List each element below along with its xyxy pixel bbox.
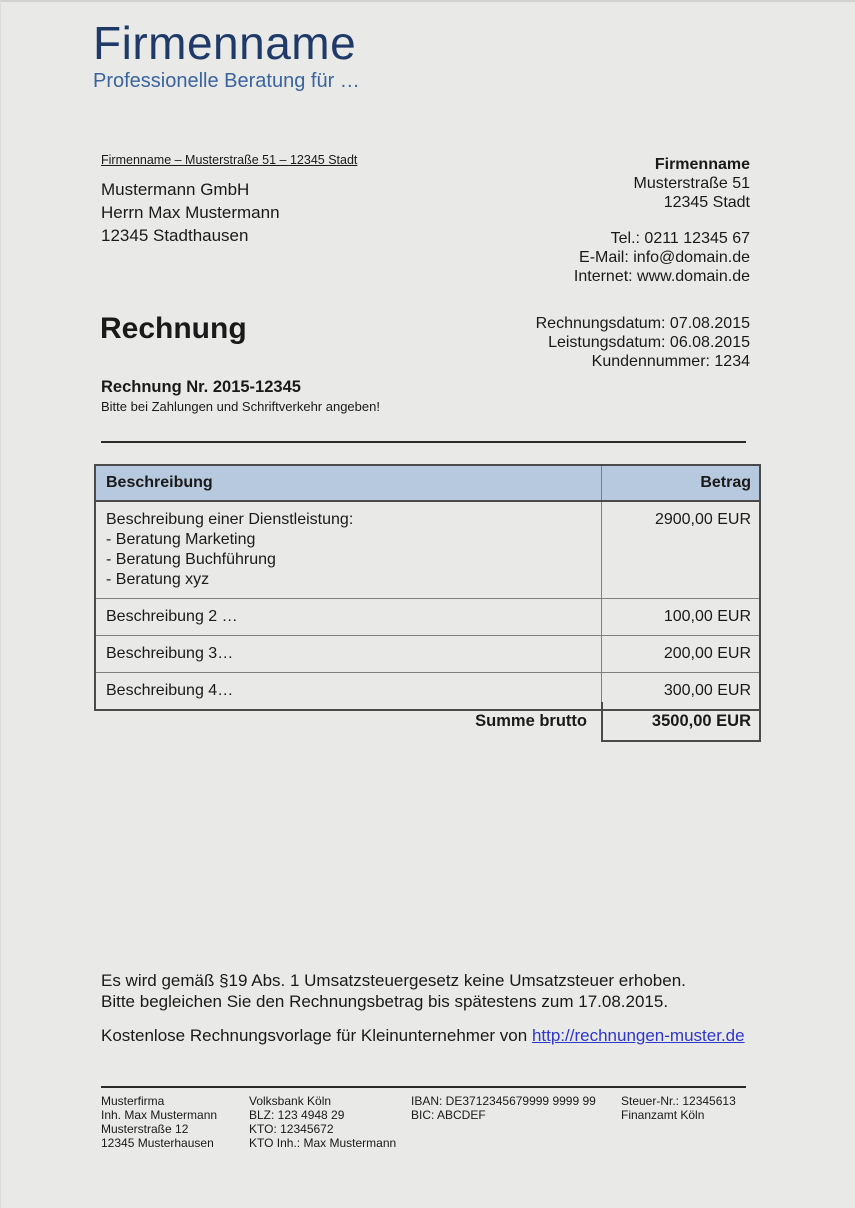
footer-line: Finanzamt Köln <box>621 1108 705 1122</box>
item-description <box>96 502 601 598</box>
item-description: Beschreibung 3… <box>106 645 234 662</box>
company-tagline: Professionelle Beratung für … <box>93 70 360 92</box>
header-amount: Betrag <box>601 466 759 500</box>
company-name: Firmenname <box>654 156 750 173</box>
service-date: Leistungsdatum: 06.08.2015 <box>548 334 750 351</box>
item-description-line: - Beratung Marketing <box>106 531 256 548</box>
company-tel: Tel.: 0211 12345 67 <box>610 230 750 247</box>
footer-iban-column <box>411 1094 621 1150</box>
footer-line: BIC: ABCDEF <box>411 1108 486 1122</box>
items-table <box>94 464 761 711</box>
item-description: Beschreibung 2 … <box>106 608 238 625</box>
footer-line: Inh. Max Mustermann <box>101 1108 218 1122</box>
table-row <box>96 599 759 636</box>
customer-number: Kundennummer: 1234 <box>591 353 750 370</box>
footer-line: 12345 Musterhausen <box>101 1136 214 1150</box>
footer-line: Musterstraße 12 <box>101 1122 189 1136</box>
recipient-city: 12345 Stadthausen <box>101 226 249 245</box>
table-row <box>96 636 759 673</box>
item-description-line: - Beratung xyz <box>106 571 210 588</box>
template-source-link[interactable]: http://rechnungen-muster.de <box>531 1026 745 1045</box>
tax-note-line: Es wird gemäß §19 Abs. 1 Umsatzsteuergesetz keine Umsatzsteuer erhoben. <box>101 971 686 990</box>
invoice-meta <box>536 314 750 371</box>
recipient-name: Mustermann GmbH <box>101 180 250 199</box>
promo-line <box>101 1026 745 1046</box>
footer-bank-column <box>249 1094 411 1150</box>
invoice-number: Rechnung Nr. 2015-12345 <box>101 378 301 396</box>
footer-line: Volksbank Köln <box>249 1094 332 1108</box>
promo-text: Kostenlose Rechnungsvorlage für Kleinunternehmer von <box>101 1026 532 1045</box>
footer-tax-column <box>621 1094 751 1150</box>
total-label: Summe brutto <box>475 712 587 730</box>
item-description-line: - Beratung Buchführung <box>106 551 276 568</box>
company-internet: Internet: www.domain.de <box>573 268 750 285</box>
payment-note-line: Bitte begleichen Sie den Rechnungsbetrag bis spätestens zum 17.08.2015. <box>101 992 669 1011</box>
header-description: Beschreibung <box>106 474 213 491</box>
invoice-date: Rechnungsdatum: 07.08.2015 <box>535 315 750 332</box>
footer-line: KTO Inh.: Max Mustermann <box>249 1136 397 1150</box>
total-row <box>94 702 761 742</box>
item-amount: 2900,00 EUR <box>601 502 759 598</box>
recipient-address <box>101 178 280 247</box>
table-row <box>96 502 759 599</box>
footer-line: Steuer-Nr.: 12345613 <box>621 1094 736 1108</box>
divider-line <box>101 441 746 443</box>
item-description-line: Beschreibung einer Dienstleistung: <box>106 511 354 528</box>
footer-line: KTO: 12345672 <box>249 1122 334 1136</box>
sender-return-address: Firmenname – Musterstraße 51 – 12345 Stadt <box>101 153 358 167</box>
tax-notes <box>101 970 686 1012</box>
item-amount: 100,00 EUR <box>601 599 759 635</box>
item-amount: 200,00 EUR <box>601 636 759 672</box>
company-email: E-Mail: info@domain.de <box>579 249 750 266</box>
company-info-block <box>574 155 750 286</box>
total-amount: 3500,00 EUR <box>601 702 761 742</box>
footer-line: IBAN: DE3712345679999 9999 99 <box>411 1094 596 1108</box>
footer-line: Musterfirma <box>101 1094 165 1108</box>
footer-line: BLZ: 123 4948 29 <box>249 1108 345 1122</box>
company-city: 12345 Stadt <box>663 194 750 211</box>
item-description: Beschreibung 4… <box>106 682 234 699</box>
invoice-number-note: Bitte bei Zahlungen und Schriftverkehr angeben! <box>101 399 380 414</box>
footer-company-column <box>101 1094 249 1150</box>
page-title: Rechnung <box>100 312 247 345</box>
item-amount: 300,00 EUR <box>601 673 759 709</box>
footer <box>101 1094 751 1150</box>
recipient-contact: Herrn Max Mustermann <box>101 203 280 222</box>
table-header-row <box>96 466 759 502</box>
letterhead <box>93 18 360 93</box>
footer-divider-line <box>101 1086 746 1088</box>
company-logo-text: Firmenname <box>93 17 357 69</box>
invoice-number-block <box>101 378 380 414</box>
company-street: Musterstraße 51 <box>633 175 750 192</box>
